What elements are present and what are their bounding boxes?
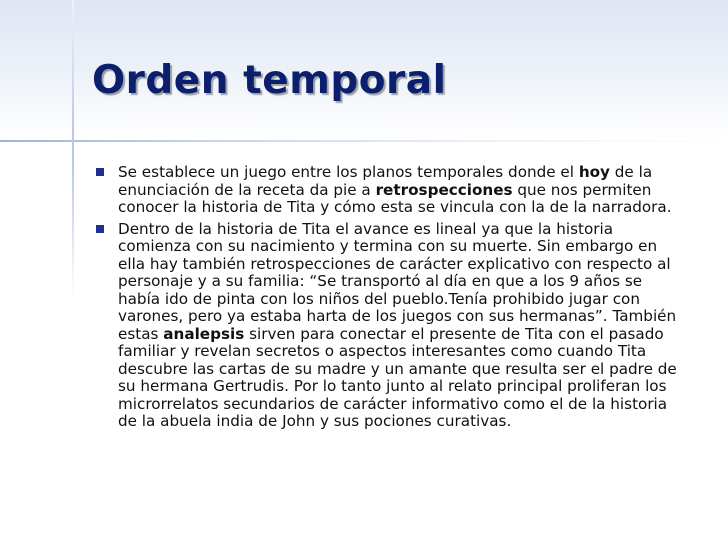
square-bullet-icon: [96, 168, 104, 176]
square-bullet-icon: [96, 225, 104, 233]
bullet-list: [96, 164, 686, 435]
slide-title: Orden temporal: [92, 58, 447, 103]
vertical-accent-line: [72, 0, 74, 300]
text-segment: Se establece un juego entre los planos temporales donde el: [118, 163, 579, 181]
text-segment: sirven para conectar el presente de Tita con el pasado familiar y revelan secretos o aspectos interesantes como cuando Tita descubre las cartas de su madre y un amante que resulta ser el padre de su hermana Gertrudis. Por lo tanto junto al relato principal proliferan los microrrelatos secundarios de carácter informativo como el de la historia de la abuela india de John y sus pociones curativas.: [118, 324, 677, 430]
text-segment: que nos permiten conocer la historia de Tita y cómo esta se vincula con la de la narradora.: [118, 180, 672, 216]
bullet-text: [118, 220, 677, 431]
emphasis-analepsis: analepsis: [163, 324, 245, 343]
emphasis-retrospecciones: retrospecciones: [375, 180, 513, 199]
text-segment: de la enunciación de la receta da pie a: [118, 163, 653, 199]
text-segment: Dentro de la historia de Tita el avance es lineal ya que la historia comienza con su nacimiento y termina con su muerte. Sin embargo en ella hay también retrospecciones de carácter explicativo con respecto al personaje y a su familia: “Se transportó al día en que a los 9 años se había ido de pinta con los niños del pueblo.Tenía prohibido jugar con varones, pero ya estaba harta de los juegos con sus hermanas”. También estas: [118, 219, 677, 343]
bullet-text: [118, 163, 672, 216]
bullet-item: [96, 164, 686, 217]
horizontal-accent-line: [0, 140, 728, 142]
bullet-item: [96, 221, 686, 431]
emphasis-hoy: hoy: [578, 163, 610, 181]
